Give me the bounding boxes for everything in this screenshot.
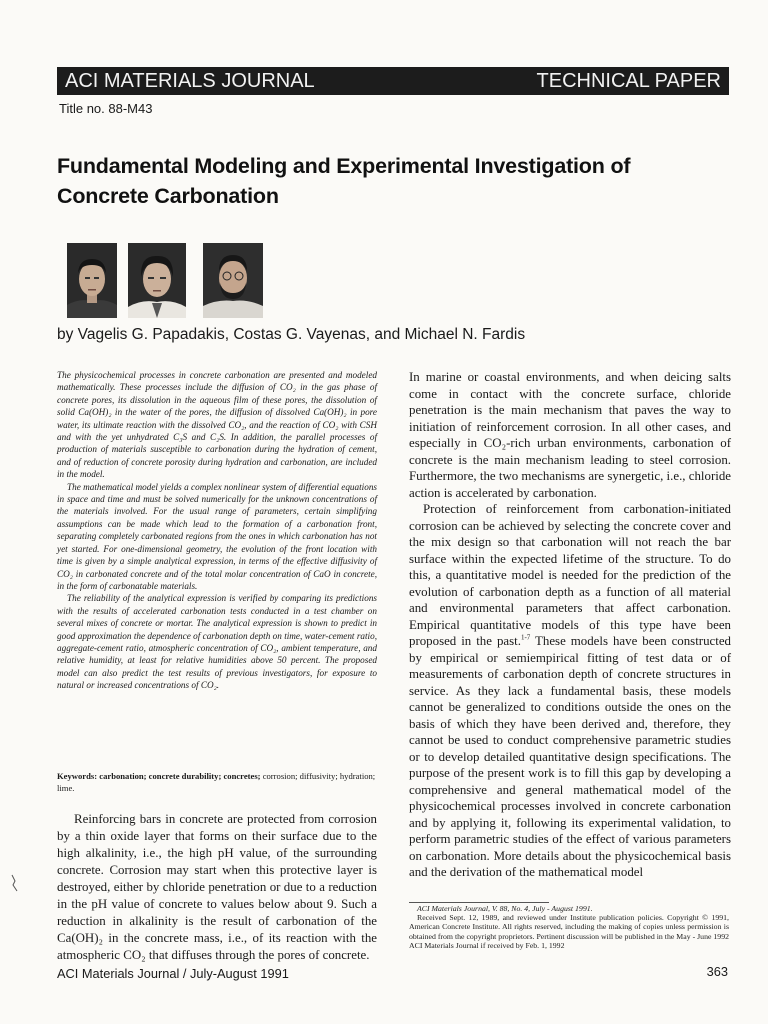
body-paragraph: [409, 501, 731, 881]
author-line: by Vagelis G. Papadakis, Costas G. Vayenas, and Michael N. Fardis: [57, 326, 526, 343]
body-column-right: [409, 369, 731, 881]
margin-smudge: [10, 873, 22, 895]
keywords-plain-terms: corrosion; diffusivity; hydration; lime.: [57, 771, 376, 793]
page-number: 363: [706, 964, 728, 979]
footnote-divider: [409, 902, 549, 903]
body-text: These models have been constructed by empirical or semiempirical fitting of test data or of measurements of carbonation depth of concrete structures in service. As they lack a fundamental basis, these models cannot be generalized to conditions outside the ones on the basis of which they have been derived and, therefore, they cannot be used to conduct comprehensive parametric studies or to develop detailed quantitative design specifications. The purpose of the present work is to fill this gap by developing a comprehensive and general mathematical model of the physicochemical processes involved in concrete carbonation and by applying it, following its experimental validation, to perform parametric studies of the effect of various parameters on carbonation. More details about the physicochemical basis and the derivation of the mathematical model: [409, 634, 731, 879]
author-photo-1: [67, 243, 117, 318]
footnote-copyright: Received Sept. 12, 1989, and reviewed under Institute publication policies. Copyright © 1991, American Concrete Institute. All rights reserved, including the making of copies unless permission is obtained from the copyright proprietors. Pertinent discussion will be published in the May - June 1992 ACI Materials Journal if received by Feb. 1, 1992: [409, 913, 729, 950]
footnote-journal-info: ACI Materials Journal, V. 88, No. 4, July - August 1991.: [417, 904, 593, 913]
footer-journal: ACI Materials Journal / July-August 1991: [57, 966, 289, 981]
abstract: [57, 369, 377, 692]
body-text: Protection of reinforcement from carbonation-initiated corrosion can be achieved by selecting the concrete cover and the mix design so that carbonation will not reach the bar surface within the expected lifetime of the structure. To do this, a quantitative model is needed for the prediction of the evolution of carbonation depth as a function of all material and environmental parameters that affect carbonation. Empirical quantitative models of this type have been proposed in the past.: [409, 502, 731, 648]
publication-footnote: [409, 904, 729, 950]
paper-title-line-1: Fundamental Modeling and Experimental Investigation of: [57, 154, 631, 178]
paper-title-line-2: Concrete Carbonation: [57, 184, 279, 208]
paper-title: [57, 151, 717, 211]
abstract-paragraph: The mathematical model yields a complex nonlinear system of differential equations in space and time and must be solved numerically for the unknown concentrations of the materials involved. For the usual range of parameters, certain simplifying assumptions can be made which lead to the formation of a carbonation front, separating completely carbonated regions from the ones in which carbonation has not yet started. For one-dimensional geometry, the evolution of the front location with time is given by a simple analytical expression, in terms of the effective diffusivity of CO₂ in carbonated concrete and of the total molar concentration of CaO in concrete, in the form of carbonatable materials.: [57, 481, 377, 591]
body-paragraph: Reinforcing bars in concrete are protected from corrosion by a thin oxide layer that forms on their surface due to the high alkalinity, i.e., the high pH value, of the surrounding concrete. Corrosion may start when this protective layer is destroyed, either by chloride penetration or due to a reduction in the pH value of concrete to values below about 9. Such a reduction in alkalinity is the result of carbonation of the Ca(OH)₂ in the concrete mass, i.e., of its reaction with the atmospheric CO₂ that diffuses through the pores of concrete.: [57, 812, 377, 962]
banner-paper-type: TECHNICAL PAPER: [536, 70, 721, 92]
keywords: [57, 770, 379, 794]
journal-banner: [57, 67, 729, 95]
title-number: Title no. 88-M43: [59, 101, 153, 116]
banner-journal-name: ACI MATERIALS JOURNAL: [65, 70, 315, 92]
abstract-paragraph: The physicochemical processes in concrete carbonation are presented and modeled mathematically. These processes include the diffusion of CO₂ in the gas phase of concrete pores, its dissolution in the aqueous film of these pores, the dissolution of solid Ca(OH)₂ in the water of the pores, the diffusion of dissolved Ca(OH)₂ in pore water, its ultimate reaction with the dissolved CO₂, and the reaction of CO₂ with CSH and with the yet unhydrated C₃S and C₂S. In addition, the parallel processes of production of materials susceptible to carbonation during the hydration of cement, and of reduction of concrete porosity during hydration and carbonation, are included in the model.: [57, 370, 377, 480]
reference-citation: 1-7: [520, 633, 531, 642]
author-photo-2: [128, 243, 186, 318]
body-paragraph: In marine or coastal environments, and when deicing salts come in contact with the concrete surface, chloride penetration is the main mechanism that paves the way to initiation of reinforcement corrosion. In all other cases, and especially in CO₂-rich urban environments, carbonation of concrete is the main mechanism leading to steel corrosion. Furthermore, the two mechanisms are synergetic, i.e., chloride action is accelerated by carbonation.: [409, 370, 731, 500]
keywords-bold-terms: carbonation; concrete durability; concretes;: [99, 771, 261, 781]
body-column-left: [57, 811, 377, 964]
keywords-label: Keywords:: [57, 771, 98, 781]
abstract-paragraph: The reliability of the analytical expression is verified by comparing its predictions with the results of accelerated carbonation tests conducted in a test chamber on several mixes of concrete or mortar. The analytical expression is shown to predict in good approximation the dependence of carbonation depth on time, water-cement ratio, aggregate-cement ratio, atmospheric concentration of CO₂, ambient temperature, and relative humidity, at least for relative humidities above 50 percent. The proposed model can also predict the test results of previous investigators, for exposure to natural or increased concentrations of CO₂.: [57, 593, 377, 691]
author-photo-3: [203, 243, 263, 318]
